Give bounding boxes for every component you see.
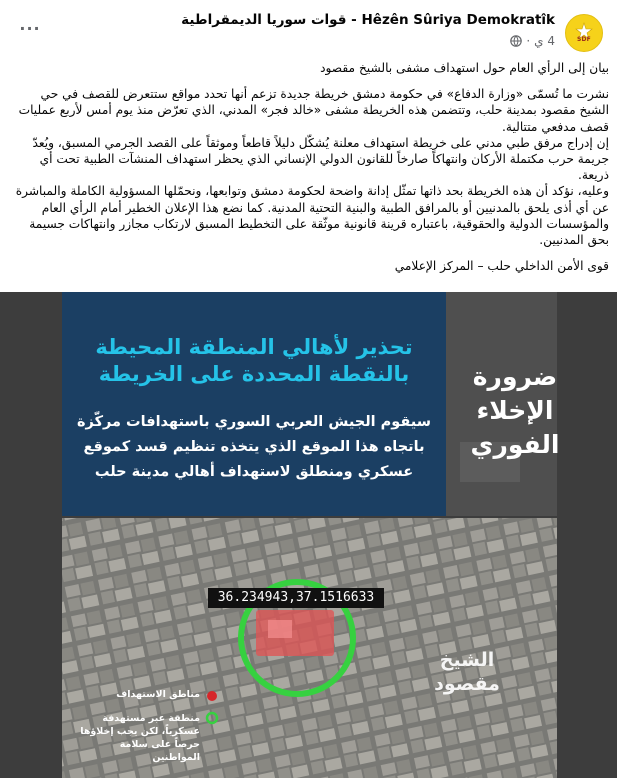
post-header [0,0,617,58]
avatar-label: SDF [576,36,591,43]
coordinates-label: 36.234943,37.1516633 [208,588,384,608]
post-paragraph-3: وعليه، نؤكد أن هذه الخريطة بحد ذاتها تمثّل إدانة واضحة لحكومة دمشق وتوابعها، ونحمّلها المسؤولية الكاملة والمباشرة عن أي أذى يلحق بالمدنيين أو بالمرافق الطبية والبنية التحتية المدنية. كما نضع هذا الإعلان الخطير أمام الرأي العام والمؤسسات الدولية والحقوقية، باعتباره قرينة قانونية موثّقة على التخطيط المسبق لارتكاب مجازر وانتهاكات جسيمة بحق المدنيين. [15,184,609,248]
post-image[interactable] [0,292,617,778]
post-meta [510,34,555,48]
page-avatar[interactable] [565,14,603,52]
post-text [8,60,609,274]
warning-title: تحذير لأهالي المنطقة المحيطة بالنقطة المحددة على الخريطة [95,335,413,386]
legend-target-label: مناطق الاستهداف [116,689,200,700]
evacuation-notice: ضرورة الإخلاء الفوري [470,362,560,459]
post-signature: قوى الأمن الداخلي حلب – المركز الإعلامي [394,259,609,274]
warning-body: سيقوم الجيش العربي السوري باستهدافات مركّزة باتجاه هذا الموقع الذي يتخذه تنظيم قسد كموقع عسكري ومنطلق لاستهداف أهالي مدينة حلب [77,414,431,480]
more-options-icon[interactable]: ··· [19,18,41,38]
page-name-link[interactable]: Hêzên Sûriya Demokratîk - قوات سوريا الديمقراطية [181,12,555,28]
globe-icon[interactable] [510,35,522,47]
post-title: بيان إلى الرأي العام حول استهداف مشفى بالشيخ مقصود [320,61,609,75]
post-paragraph-2: إن إدراج مرفق طبي مدني على خريطة استهداف معلنة يُشكّل دليلاً قاطعاً وموثقاً على القصد الجرمي المسبق، ويُعدّ جريمة حرب مكتملة الأركان وانتهاكاً صارخاً للقانون الدولي الإنساني الذي يحظر استهداف المنشآت الطبية تحت أي ذريعة. [32,135,609,183]
post-paragraph-1: نشرت ما تُسمّى «وزارة الدفاع» في حكومة دمشق خريطة جديدة تزعم أنها تحدد مواقع ستتعرض للقصف في حي الشيخ مقصود بمدينة حلب، وتتضمن هذه الخريطة مشفى «خالد فجر» المدني، الذي تعرّض منذ يوم أمس لأربع عمليات قصف مدفعي متتالية. [18,87,609,134]
district-label: الشيخ مقصود [434,649,500,695]
target-area [256,610,334,656]
meta-separator: · [526,34,531,48]
legend-target-marker [207,691,217,701]
post-time[interactable]: 4 ي [534,34,555,48]
legend-area-label: منطقة عبر مستهدفة عسكرياً، لكن يجب إخلاؤها حرصاً على سلامة المواطنين [80,713,200,763]
